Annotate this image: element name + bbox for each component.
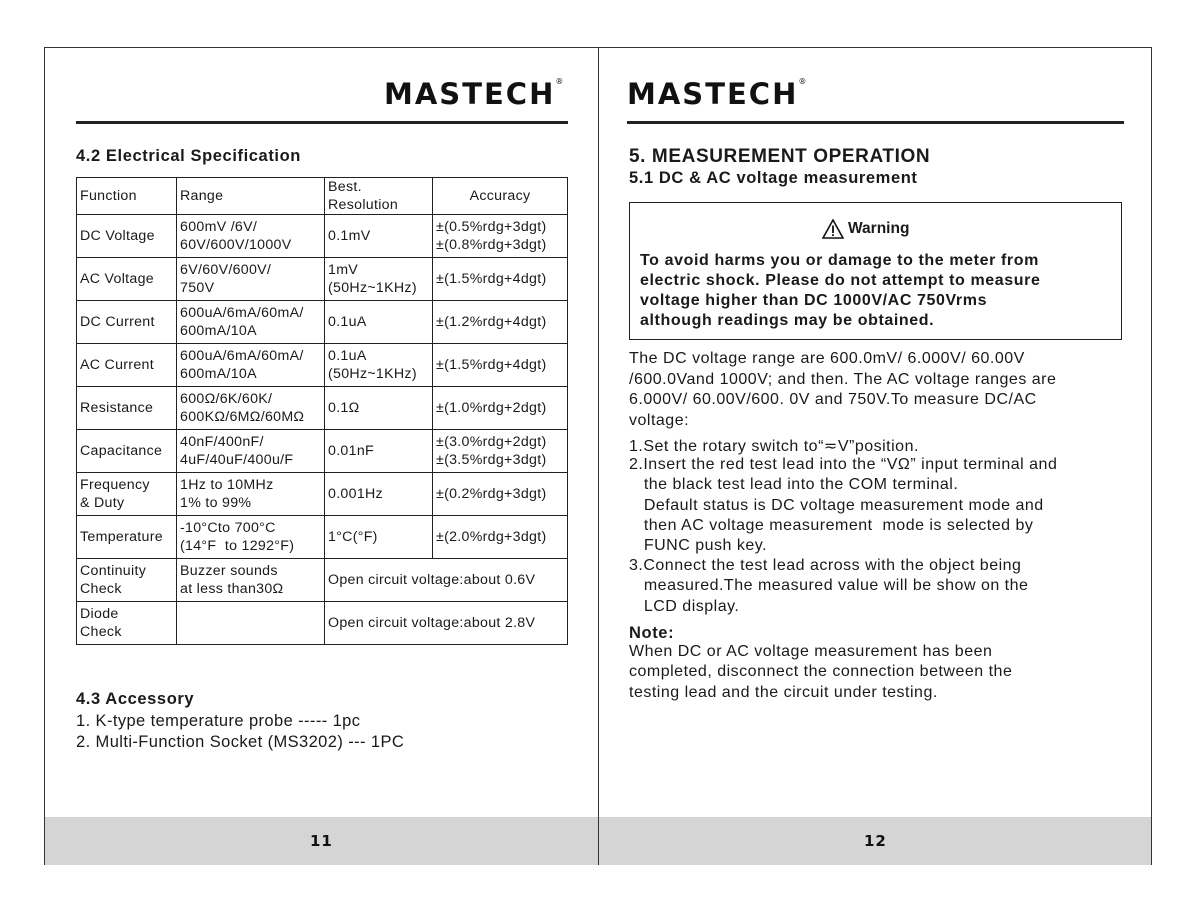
- table-row: [77, 387, 568, 430]
- function-cell: Temperature: [77, 516, 177, 559]
- note-line: testing lead and the circuit under testing.: [629, 683, 938, 701]
- note-line: completed, disconnect the connection between the: [629, 663, 1013, 681]
- function-cell: AC Current: [77, 344, 177, 387]
- warning-line: electric shock. Please do not attempt to measure: [640, 272, 1041, 289]
- intro-line: /600.0Vand 1000V; and then. The AC voltage ranges are: [629, 370, 1057, 388]
- function-cell: Frequency & Duty: [77, 473, 177, 516]
- warning-line: To avoid harms you or damage to the meter from: [640, 252, 1039, 269]
- step-line: measured.The measured value will be show on the: [629, 577, 1029, 595]
- function-cell: Resistance: [77, 387, 177, 430]
- resolution-cell: 0.1uA (50Hz~1KHz): [325, 344, 433, 387]
- step-line: 3.Connect the test lead across with the object being: [629, 557, 1022, 575]
- function-cell: Capacitance: [77, 430, 177, 473]
- step-line: then AC voltage measurement mode is selected by: [629, 516, 1034, 534]
- resolution-cell: 0.001Hz: [325, 473, 433, 516]
- note-line: When DC or AC voltage measurement has been: [629, 643, 993, 660]
- column-header: Best. Resolution: [325, 178, 433, 215]
- function-cell: DC Current: [77, 301, 177, 344]
- step-line: the black test lead into the COM terminal.: [629, 476, 959, 494]
- merged-spec-cell: Open circuit voltage:about 2.8V: [325, 602, 568, 645]
- page-number-left: 11: [310, 832, 333, 850]
- resolution-cell: 1mV (50Hz~1KHz): [325, 258, 433, 301]
- range-cell: 600Ω/6K/60K/ 600KΩ/6MΩ/60MΩ: [177, 387, 325, 430]
- resolution-cell: 0.1uA: [325, 301, 433, 344]
- table-row: [77, 301, 568, 344]
- step-line: LCD display.: [629, 597, 740, 615]
- function-cell: AC Voltage: [77, 258, 177, 301]
- header-rule-left: [76, 121, 568, 124]
- header-rule-right: [627, 121, 1124, 124]
- accessory-item: 2. Multi-Function Socket (MS3202) --- 1PC: [76, 733, 405, 751]
- table-row: [77, 215, 568, 258]
- merged-spec-cell: Open circuit voltage:about 0.6V: [325, 559, 568, 602]
- range-cell: 40nF/400nF/ 4uF/40uF/400u/F: [177, 430, 325, 473]
- intro-line: 6.000V/ 60.00V/600. 0V and 750V.To measure DC/AC: [629, 391, 1037, 408]
- accuracy-cell: ±(3.0%rdg+2dgt) ±(3.5%rdg+3dgt): [433, 430, 568, 473]
- accuracy-cell: ±(2.0%rdg+3dgt): [433, 516, 568, 559]
- resolution-cell: 0.1Ω: [325, 387, 433, 430]
- page-number-right: 12: [864, 832, 887, 850]
- table-row: [77, 473, 568, 516]
- intro-line: voltage:: [629, 411, 690, 429]
- section-title-accessory: 4.3 Accessory: [76, 690, 195, 708]
- step-line: 2.Insert the red test lead into the “VΩ” input terminal and: [629, 456, 1058, 474]
- page-divider: [598, 47, 599, 865]
- column-header: Range: [177, 178, 325, 215]
- accuracy-cell: ±(1.5%rdg+4dgt): [433, 344, 568, 387]
- brand-logo-left: MASTECH®: [384, 77, 564, 111]
- accuracy-cell: ±(1.0%rdg+2dgt): [433, 387, 568, 430]
- function-cell: DC Voltage: [77, 215, 177, 258]
- spec-table: [76, 177, 568, 645]
- table-header-row: [77, 178, 568, 215]
- warning-title: Warning: [848, 220, 910, 237]
- brand-logo-right: MASTECH®: [627, 77, 807, 111]
- step-line: FUNC push key.: [629, 537, 768, 554]
- range-cell: -10°Cto 700°C (14°F to 1292°F): [177, 516, 325, 559]
- subsection-title-voltage: 5.1 DC & AC voltage measurement: [629, 169, 918, 187]
- section-title-measurement: 5. MEASUREMENT OPERATION: [629, 146, 931, 167]
- resolution-cell: 1°C(°F): [325, 516, 433, 559]
- step-line: Default status is DC voltage measurement mode and: [629, 496, 1044, 514]
- table-row: [77, 602, 568, 645]
- accessory-item: 1. K-type temperature probe ----- 1pc: [76, 712, 361, 730]
- function-cell: Diode Check: [77, 602, 177, 645]
- range-cell: 600uA/6mA/60mA/ 600mA/10A: [177, 301, 325, 344]
- warning-icon: [822, 219, 844, 239]
- accuracy-cell: ±(0.5%rdg+3dgt) ±(0.8%rdg+3dgt): [433, 215, 568, 258]
- table-row: [77, 344, 568, 387]
- range-cell: 600uA/6mA/60mA/ 600mA/10A: [177, 344, 325, 387]
- note-title: Note:: [629, 624, 675, 642]
- table-row: [77, 516, 568, 559]
- range-cell: 600mV /6V/ 60V/600V/1000V: [177, 215, 325, 258]
- table-row: [77, 430, 568, 473]
- range-cell: 1Hz to 10MHz 1% to 99%: [177, 473, 325, 516]
- table-row: [77, 258, 568, 301]
- function-cell: Continuity Check: [77, 559, 177, 602]
- column-header: Accuracy: [433, 178, 568, 215]
- resolution-cell: 0.01nF: [325, 430, 433, 473]
- resolution-cell: 0.1mV: [325, 215, 433, 258]
- warning-line: voltage higher than DC 1000V/AC 750Vrms: [640, 292, 988, 309]
- range-cell: 6V/60V/600V/ 750V: [177, 258, 325, 301]
- accuracy-cell: ±(1.2%rdg+4dgt): [433, 301, 568, 344]
- step-line: 1.Set the rotary switch to“≂V”position.: [629, 438, 919, 455]
- table-row: [77, 559, 568, 602]
- section-title-electrical-spec: 4.2 Electrical Specification: [76, 147, 301, 165]
- accuracy-cell: ±(1.5%rdg+4dgt): [433, 258, 568, 301]
- range-cell: [177, 602, 325, 645]
- accuracy-cell: ±(0.2%rdg+3dgt): [433, 473, 568, 516]
- intro-line: The DC voltage range are 600.0mV/ 6.000V/ 60.00V: [629, 350, 1025, 367]
- warning-line: although readings may be obtained.: [640, 312, 935, 329]
- range-cell: Buzzer sounds at less than30Ω: [177, 559, 325, 602]
- column-header: Function: [77, 178, 177, 215]
